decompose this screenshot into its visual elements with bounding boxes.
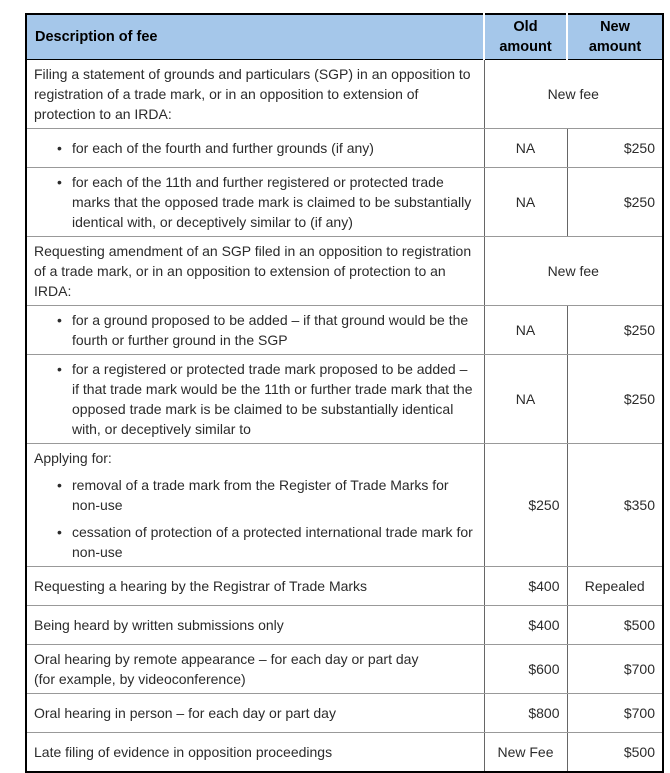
fee-description-cell — [26, 168, 484, 237]
table-row — [26, 355, 663, 444]
fee-description-text: Applying for: — [34, 450, 112, 466]
bullet-text: cessation of protection of a protected international trade mark for non-use — [72, 524, 473, 560]
bullet-text: for each of the fourth and further grounds (if any) — [72, 140, 374, 156]
old-amount-cell: $400 — [484, 567, 567, 606]
bullet-icon: • — [57, 477, 62, 493]
bullet-text: for a ground proposed to be added – if that ground would be the fourth or further ground in the SGP — [72, 312, 469, 348]
table-row — [26, 237, 663, 306]
table-row — [26, 60, 663, 129]
column-header-description: Description of fee — [26, 14, 484, 60]
old-amount-cell: $600 — [484, 645, 567, 694]
fee-table-body — [26, 60, 663, 773]
fee-description-cell — [26, 60, 484, 129]
table-row — [26, 645, 663, 694]
old-amount-cell: NA — [484, 306, 567, 355]
column-header-old-amount: Old amount — [484, 14, 567, 60]
fee-description-cell — [26, 567, 484, 606]
old-amount-cell: NA — [484, 355, 567, 444]
new-amount-cell: $700 — [567, 694, 663, 733]
fee-description-cell — [26, 129, 484, 168]
bullet-item — [34, 359, 474, 439]
bullet-text: for a registered or protected trade mark proposed to be added – if that trade mark would be the 11th or further trade mark that the opposed trade mark is be claimed to be substantially identical with, or deceptively similar to — [72, 361, 473, 437]
fee-description-text: Requesting a hearing by the Registrar of Trade Marks — [34, 578, 368, 594]
fee-description-cell — [26, 694, 484, 733]
fee-description-cell — [26, 237, 484, 306]
new-amount-cell: $250 — [567, 168, 663, 237]
bullet-item — [34, 522, 474, 562]
fee-description-cell — [26, 606, 484, 645]
bullet-item — [34, 475, 474, 515]
fee-description-text: Oral hearing by remote appearance – for each day or part day — [34, 651, 419, 667]
table-row — [26, 168, 663, 237]
header-row — [26, 14, 663, 60]
table-row — [26, 733, 663, 773]
merged-amount-cell: New fee — [484, 60, 663, 129]
new-amount-cell: $500 — [567, 733, 663, 773]
fee-description-text: Being heard by written submissions only — [34, 617, 284, 633]
fee-description-cell — [26, 733, 484, 773]
fee-description-cell — [26, 355, 484, 444]
bullet-icon: • — [57, 140, 62, 156]
new-amount-cell: $350 — [567, 444, 663, 567]
fee-description-cell — [26, 645, 484, 694]
table-row — [26, 306, 663, 355]
column-header-new-amount: New amount — [567, 14, 663, 60]
bullet-item — [34, 310, 474, 350]
table-row — [26, 129, 663, 168]
bullet-icon: • — [57, 524, 62, 540]
fee-table — [25, 13, 664, 773]
bullet-icon: • — [57, 312, 62, 328]
fee-description-cell — [26, 306, 484, 355]
fee-description-text: Oral hearing in person – for each day or part day — [34, 705, 336, 721]
new-amount-cell: $250 — [567, 355, 663, 444]
new-amount-cell: $500 — [567, 606, 663, 645]
old-amount-cell: $800 — [484, 694, 567, 733]
bullet-text: for each of the 11th and further registered or protected trade marks that the opposed trade mark is claimed to be substantially identical with, or deceptively similar to (if any) — [72, 174, 472, 230]
old-amount-cell: $400 — [484, 606, 567, 645]
merged-amount-cell: New fee — [484, 237, 663, 306]
fee-description-cell — [26, 444, 484, 567]
old-amount-cell: New Fee — [484, 733, 567, 773]
new-amount-cell: $250 — [567, 306, 663, 355]
fee-description-text: Filing a statement of grounds and particulars (SGP) in an opposition to registration of a trade mark, or in an opposition to extension of protection to an IRDA: — [34, 66, 471, 122]
table-row — [26, 444, 663, 567]
old-amount-cell: NA — [484, 129, 567, 168]
fee-description-text: Requesting amendment of an SGP filed in an opposition to registration of a trade mark, or in an opposition to extension of protection to an IRDA: — [34, 243, 472, 299]
fee-description-text: (for example, by videoconference) — [34, 671, 246, 687]
old-amount-cell: NA — [484, 168, 567, 237]
new-amount-cell: $700 — [567, 645, 663, 694]
bullet-text: removal of a trade mark from the Register of Trade Marks for non-use — [72, 477, 449, 513]
table-row — [26, 567, 663, 606]
table-row — [26, 694, 663, 733]
fee-description-text: Late filing of evidence in opposition proceedings — [34, 744, 333, 760]
table-row — [26, 606, 663, 645]
bullet-icon: • — [57, 361, 62, 377]
bullet-icon: • — [57, 174, 62, 190]
bullet-item — [34, 172, 474, 232]
new-amount-cell: Repealed — [567, 567, 663, 606]
new-amount-cell: $250 — [567, 129, 663, 168]
bullet-item — [34, 138, 474, 158]
old-amount-cell: $250 — [484, 444, 567, 567]
